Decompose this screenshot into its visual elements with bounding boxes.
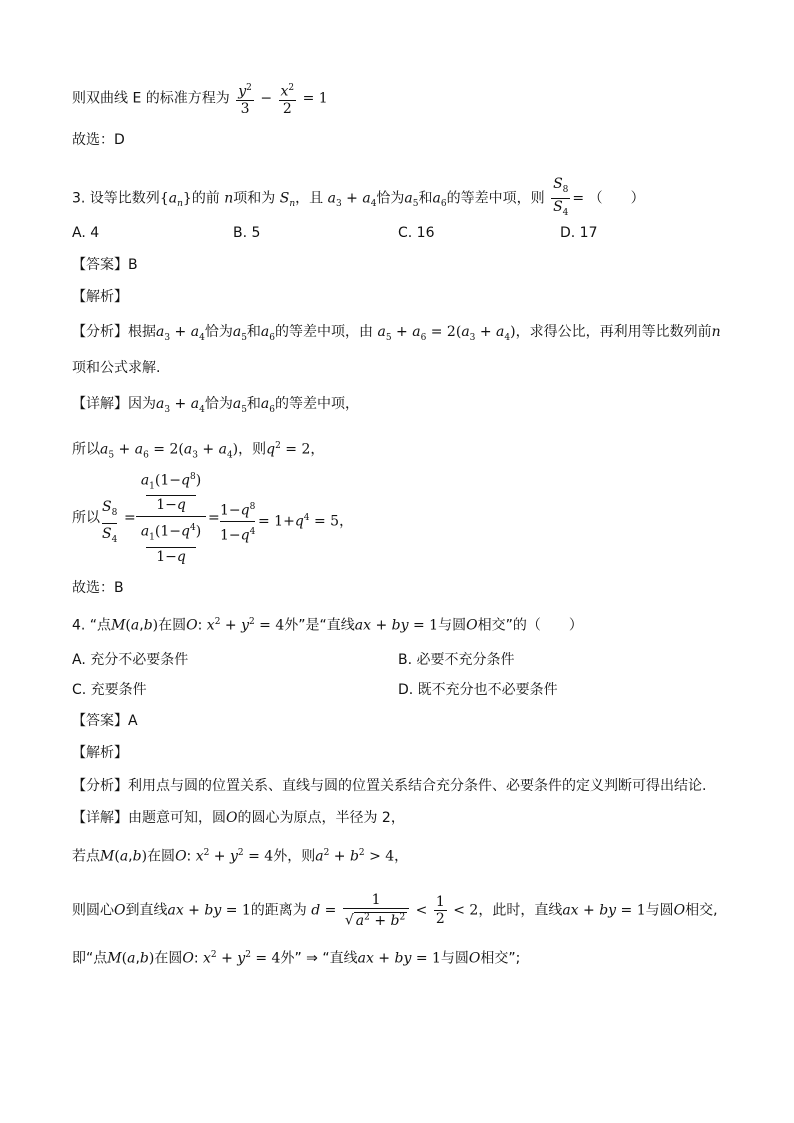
q3-so-line2-label: 所以 [72,510,100,526]
q3-detail-line: 【详解】因为$a_3 + a_4$恰为$a_5$和$a_6$的等差中项， [72,396,360,415]
q4-option-d: D. 既不充分也不必要条件 [398,682,558,698]
q3-fenxi-line1: 【分析】根据$a_3 + a_4$恰为$a_5$和$a_6$的等差中项，由 $a_5 + a_6 = 2(a_3 + a_4)$，求得公比，再利用等比数列前n [72,324,721,343]
q3-choice: 故选：B [72,580,124,596]
fraction-s8-over-s4: $\frac{S_8}{S_4}$ [553,176,569,218]
half-fraction: $\frac{1}{2}$ [435,893,445,927]
fraction-y2-over-3: $\frac{y^2}{3}$ [236,80,254,117]
q3-option-d: D. 17 [560,225,598,241]
q3-so-line1: 所以$a_5 + a_6 = 2(a_3 + a_4)$，则$q^2 = 2$， [72,441,325,461]
fraction-x2-over-2: $\frac{x^2}{2}$ [279,80,297,117]
equals-sign-2: = [208,510,220,526]
fraction-s8-over-s4-small: $S_8$ $S_4$ [102,499,118,545]
q4-stem: 4. “点M(a,b)在圆O: $x^2 + y^2 = 4$外”是“直线ax + by = 1与圆O相交”的（ ） [72,617,583,634]
prev-choice: 故选：D [72,132,125,148]
q4-then-line: 则圆心O到直线ax + by = 1的距离为 d = $\frac{1}{√ a^2 + b^2}$ < $\frac{1}{2}$ < 2，此时，直线ax + by = 1与圆O相交, [72,892,718,929]
distance-fraction: $\frac{1}{√ a^2 + b^2}$ [343,892,409,929]
q4-analysis-label: 【解析】 [72,745,128,761]
q3-fenxi-line2: 项和公式求解. [72,360,161,376]
q4-ie-line: 即“点M(a,b)在圆O: $x^2 + y^2 = 4$外” ⇒ “直线ax + by = 1与圆O相交”; [72,950,521,967]
q3-option-c: C. 16 [398,225,435,241]
q3-answer: 【答案】B [72,257,138,273]
q3-stem: 3. 设等比数列$\{a_n\}$的前 n项和为 $S_n$，且 $a_3 + a_4$恰为$a_5$和$a_6$的等差中项，则 $\frac{S_8}{S_4}$ = （ ） [72,176,645,221]
q4-if-line: 若点M(a,b)在圆O: $x^2 + y^2 = 4$外，则$a^2 + b^2 > 4$， [72,848,409,865]
q4-fenxi: 【分析】利用点与圆的位置关系、直线与圆的位置关系结合充分条件、必要条件的定义判断可得出结论. [72,778,707,794]
q3-option-b: B. 5 [233,225,261,241]
fraction-1-q8-over-1-q4: $1-q^8$ $1-q^4$ [220,502,256,544]
q4-option-c: C. 充要条件 [72,682,147,698]
q4-option-a: A. 充分不必要条件 [72,652,189,668]
q4-answer: 【答案】A [72,713,138,729]
equals-sign-1: = [124,510,136,526]
complex-fraction: $a_1(1-q^8)$ 1−q $a_1(1-q^4)$ 1−q [136,468,206,566]
q3-option-a: A. 4 [72,225,100,241]
q3-analysis-label: 【解析】 [72,289,128,305]
q4-option-b: B. 必要不充分条件 [398,652,515,668]
prev-conclusion-text: 则双曲线 E 的标准方程为 [72,90,230,107]
prev-conclusion-line: 则双曲线 E 的标准方程为 $\frac{y^2}{3}$ − $\frac{x^2}{2}$ = 1 [72,80,328,117]
q4-detail-line: 【详解】由题意可知，圆O的圆心为原点，半径为 2， [72,810,405,826]
q3-so-line2-tail: = $1+q^4 = 5$， [258,513,354,530]
